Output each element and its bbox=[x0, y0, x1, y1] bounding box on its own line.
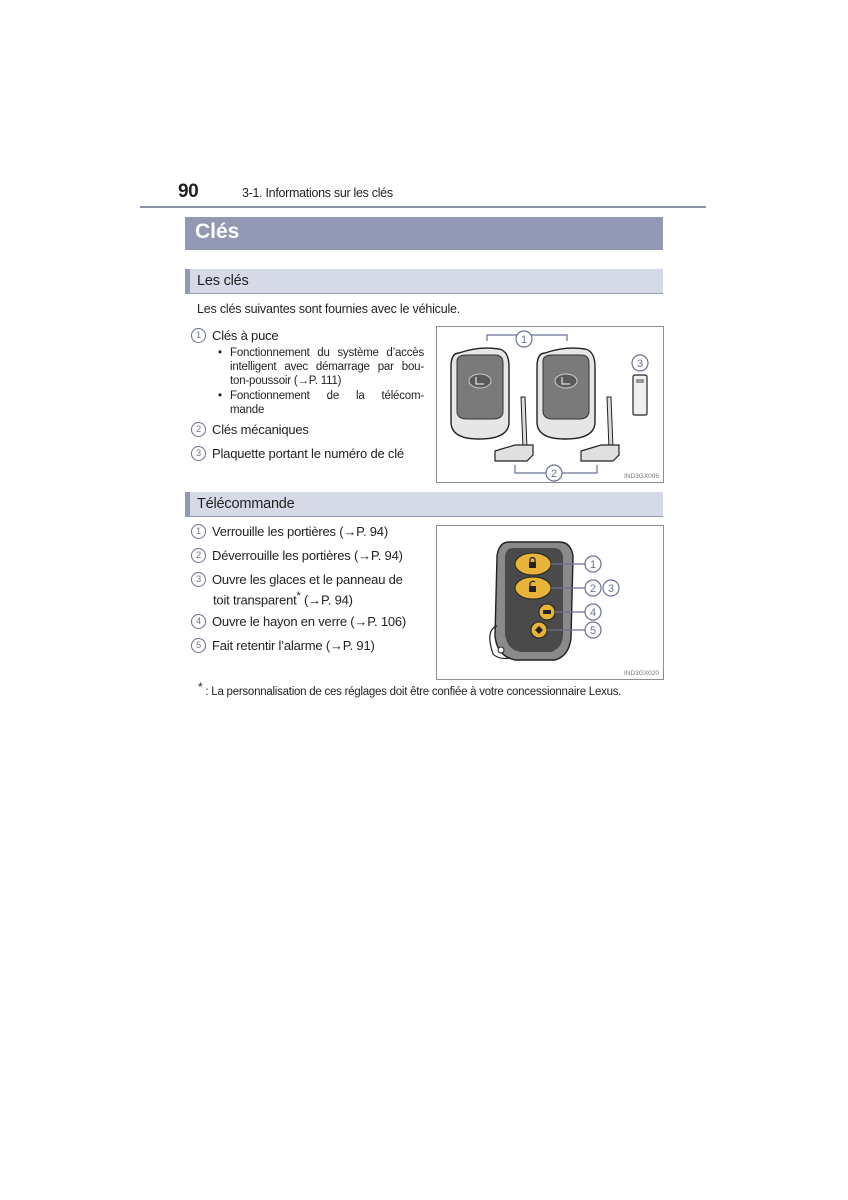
sub-item-line: ton-poussoir (→P. 111) bbox=[230, 375, 342, 387]
section-heading-bar bbox=[185, 492, 663, 516]
callout-number: 1 bbox=[191, 524, 206, 539]
callout-number: 4 bbox=[191, 614, 206, 629]
page-number: 90 bbox=[178, 181, 199, 202]
list-item bbox=[191, 523, 388, 539]
svg-text:2: 2 bbox=[550, 468, 558, 480]
footnote-marker: * bbox=[198, 680, 203, 694]
callout-3 bbox=[632, 355, 648, 371]
remote-control-drawing bbox=[437, 526, 663, 679]
figure-code: IND3GX020 bbox=[623, 670, 659, 677]
list-item-label: Plaquette portant le numéro de clé bbox=[212, 446, 404, 462]
list-item-label: Déverrouille les portières (→P. 94) bbox=[212, 548, 403, 564]
callout-number: 3 bbox=[191, 572, 206, 587]
lock-button bbox=[515, 553, 551, 575]
list-item-label: Verrouille les portières (→P. 94) bbox=[212, 524, 388, 540]
list-item bbox=[191, 445, 404, 461]
svg-text:1: 1 bbox=[520, 334, 528, 346]
unlock-button bbox=[515, 577, 551, 599]
callout-2 bbox=[546, 465, 562, 481]
panic-button bbox=[531, 622, 547, 638]
list-item bbox=[191, 613, 406, 629]
list-item-continuation bbox=[213, 590, 353, 607]
list-item bbox=[191, 571, 425, 587]
title-bar bbox=[185, 217, 663, 250]
keys-illustration bbox=[436, 326, 664, 483]
callout-number: 3 bbox=[191, 446, 206, 461]
footnote-marker: * bbox=[296, 590, 301, 602]
sub-item-line: Fonctionnement de la télécom- bbox=[230, 390, 424, 402]
callout-1 bbox=[516, 331, 532, 347]
header-rule bbox=[140, 206, 706, 208]
list-item bbox=[191, 327, 278, 343]
footnote-text: : La personnalisation de ces réglages doit être confiée à votre concessionnaire Lexus. bbox=[205, 686, 622, 698]
smart-keys-drawing bbox=[437, 327, 663, 482]
sub-list-item bbox=[218, 346, 424, 388]
callout-number: 2 bbox=[191, 422, 206, 437]
bullet: • bbox=[218, 390, 222, 402]
bullet: • bbox=[218, 347, 222, 359]
smart-key-right bbox=[537, 348, 619, 461]
list-item-label: Fait retentir l’alarme (→P. 91) bbox=[212, 638, 375, 654]
svg-text:3: 3 bbox=[607, 583, 615, 595]
svg-text:5: 5 bbox=[589, 625, 597, 637]
remote-callout-4 bbox=[585, 604, 601, 620]
section-heading-bar bbox=[185, 269, 663, 293]
footnote bbox=[198, 680, 622, 698]
glass-hatch-button bbox=[539, 604, 555, 620]
figure-code: IND3GX006 bbox=[623, 473, 659, 480]
sub-list-item bbox=[218, 389, 424, 417]
smart-key-left bbox=[451, 348, 533, 461]
remote-callout-2 bbox=[585, 580, 601, 596]
list-item bbox=[191, 421, 309, 437]
section-heading: Télécommande bbox=[197, 496, 295, 512]
list-item-label: Ouvre les glaces et le panneau de bbox=[212, 572, 403, 588]
callout-number: 1 bbox=[191, 328, 206, 343]
svg-text:1: 1 bbox=[589, 559, 597, 571]
page-reference: (→P. 94) bbox=[304, 592, 353, 608]
remote-callout-1 bbox=[585, 556, 601, 572]
callout-number: 5 bbox=[191, 638, 206, 653]
remote-illustration bbox=[436, 525, 664, 680]
remote-callout-5 bbox=[585, 622, 601, 638]
list-item-label: Clés à puce bbox=[212, 328, 279, 344]
svg-text:4: 4 bbox=[589, 607, 597, 619]
key-number-plate bbox=[633, 375, 647, 415]
section-heading: Les clés bbox=[197, 273, 249, 289]
list-item-label: Ouvre le hayon en verre (→P. 106) bbox=[212, 614, 407, 630]
sub-item-line: mande bbox=[230, 404, 265, 416]
section-intro: Les clés suivantes sont fournies avec le véhicule. bbox=[197, 302, 461, 316]
sub-item-line: intelligent avec démarrage par bou- bbox=[230, 361, 424, 373]
list-item-label: toit transparent bbox=[213, 592, 297, 608]
list-item-label: Clés mécaniques bbox=[212, 422, 309, 438]
list-item bbox=[191, 637, 375, 653]
sub-item-line: Fonctionnement du système d’accès bbox=[230, 347, 424, 359]
svg-text:3: 3 bbox=[636, 358, 644, 370]
callout-number: 2 bbox=[191, 548, 206, 563]
svg-text:2: 2 bbox=[589, 583, 597, 595]
page-title: Clés bbox=[195, 220, 240, 243]
list-item bbox=[191, 547, 403, 563]
remote-callout-3 bbox=[603, 580, 619, 596]
section-reference: 3-1. Informations sur les clés bbox=[242, 186, 393, 200]
